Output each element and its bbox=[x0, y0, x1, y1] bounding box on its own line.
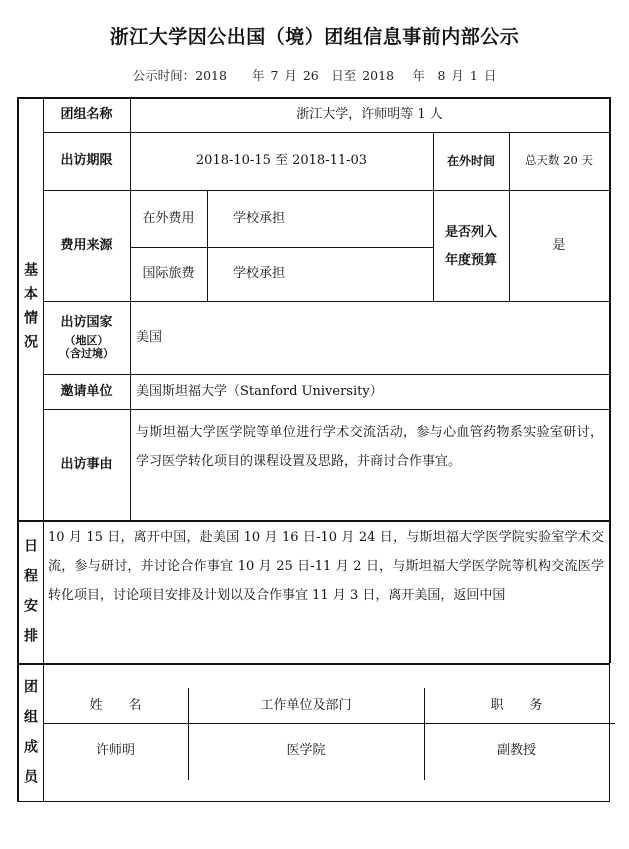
members-header-name: 姓 名 bbox=[89, 697, 142, 713]
member-name: 许师明 bbox=[95, 743, 135, 759]
members-section-text: 团组成员 bbox=[22, 679, 38, 799]
travel-cost-label: 国际旅费 bbox=[142, 266, 195, 282]
budget-value: 是 bbox=[552, 237, 566, 253]
group-name-value: 浙江大学，许师明等 1 人 bbox=[296, 106, 443, 122]
section-label-members bbox=[17, 663, 43, 801]
members-header-unit: 工作单位及部门 bbox=[260, 697, 352, 713]
section-label-schedule bbox=[17, 520, 43, 663]
group-name-label: 团组名称 bbox=[60, 106, 113, 122]
country-value: 美国 bbox=[136, 329, 163, 345]
visit-period-value: 2018-10-15 至 2018-11-03 bbox=[195, 153, 368, 169]
inviter-label: 邀请单位 bbox=[60, 383, 113, 399]
funding-label: 费用来源 bbox=[60, 237, 113, 253]
country-label: 出访国家 bbox=[60, 315, 113, 331]
section-label-text: 基本情况 bbox=[22, 262, 38, 358]
abroad-cost-label: 在外费用 bbox=[142, 210, 195, 226]
abroad-time-value: 总天数 20 天 bbox=[525, 153, 593, 168]
member-unit: 医学院 bbox=[286, 743, 326, 759]
country-label-group bbox=[43, 301, 130, 374]
inviter-value: 美国斯坦福大学（Stanford University） bbox=[136, 383, 383, 399]
section-label-basic-info bbox=[17, 240, 43, 380]
notice-period: 公示时间：2018 年 7 月 26 日至 2018 年 8 月 1 日 bbox=[132, 68, 497, 83]
travel-cost-value: 学校承担 bbox=[233, 266, 286, 282]
country-label-transit: （含过境） bbox=[59, 346, 114, 360]
purpose-label: 出访事由 bbox=[60, 456, 113, 472]
members-header-position: 职 务 bbox=[490, 697, 543, 713]
purpose-value: 与斯坦福大学医学院等单位进行学术交流活动，参与心血管药物系实验室研讨，学习医学转化项目的课程设置及思路，并商讨合作事宜。 bbox=[136, 425, 603, 469]
page-title: 浙江大学因公出国（境）团组信息事前内部公示 bbox=[109, 26, 520, 48]
abroad-time-label: 在外时间 bbox=[446, 153, 495, 168]
abroad-cost-value: 学校承担 bbox=[233, 210, 286, 226]
schedule-value: 10 月 15 日，离开中国，赴美国 10 月 16 日-10 月 24 日，与斯坦福大学医学院实验室学术交流，参与研讨，并讨论合作事宜 10 月 25 日-11 月 2 日，与斯坦福大学医学院等机构交流医学转化项目，讨论项目安排及计划以及合作事宜 11 月 3 日，离开美国，返回中国 bbox=[48, 530, 604, 603]
member-position: 副教授 bbox=[496, 743, 536, 759]
budget-label: 是否列入年度预算 bbox=[444, 224, 497, 268]
schedule-section-text: 日程安排 bbox=[22, 537, 38, 658]
visit-period-label: 出访期限 bbox=[60, 153, 113, 169]
country-label-region: （地区） bbox=[64, 333, 109, 347]
